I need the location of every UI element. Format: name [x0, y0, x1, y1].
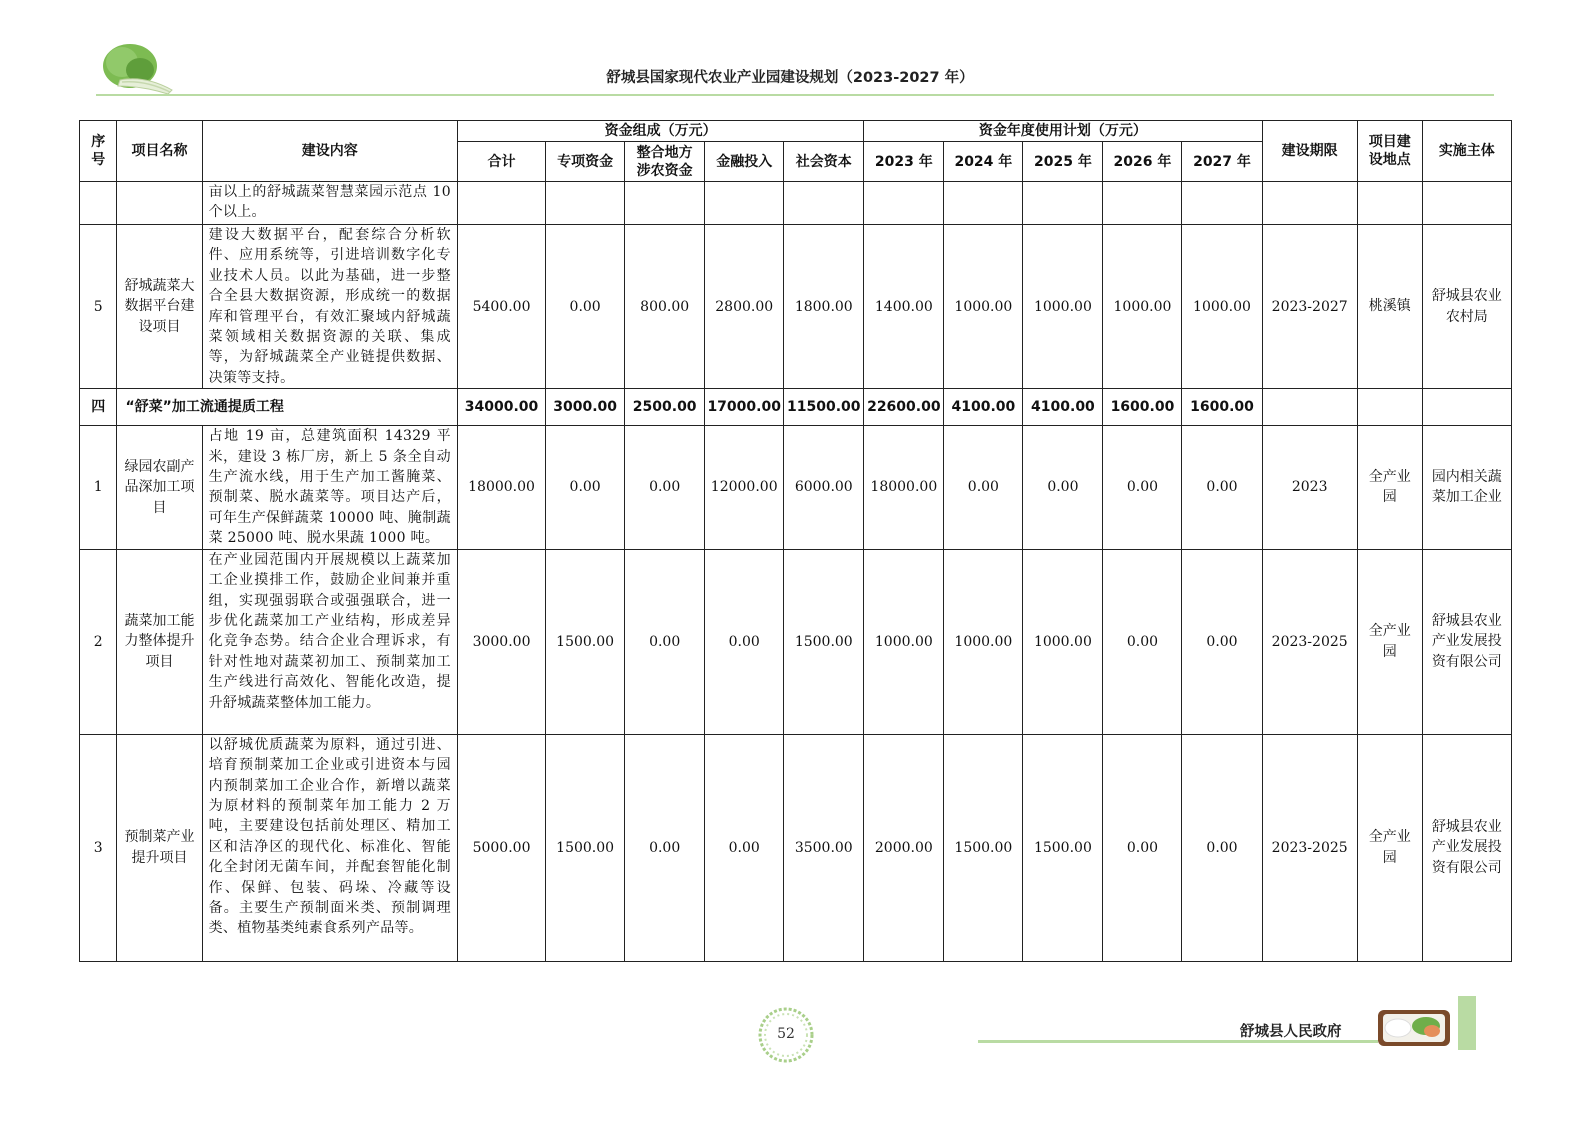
total-cell: 5000.00 — [457, 734, 545, 961]
section-y2023-cell: 22600.00 — [864, 389, 944, 426]
annual-group-header: 资金年度使用计划（万元） — [864, 121, 1262, 142]
special-cell: 1500.00 — [546, 549, 625, 734]
col-period-header: 建设期限 — [1262, 121, 1357, 182]
section-integrated-cell: 2500.00 — [625, 389, 705, 426]
header-divider — [96, 94, 1494, 96]
footer-accent-bar — [1458, 996, 1476, 1050]
section-total-cell: 34000.00 — [457, 389, 545, 426]
y2023-cell: 1000.00 — [864, 549, 944, 734]
y2024-cell: 1000.00 — [944, 225, 1023, 389]
content-cell: 以舒城优质蔬菜为原料，通过引进、培育预制菜加工企业或引进资本与园内预制菜加工企业合作，新增以蔬菜为原材料的预制菜年加工能力 2 万吨，主要建设包括前处理区、精加工区和洁净区的现代化、标准化、智能化全封闭无菌车间，并配套智能化制作、保鲜、包装、码垛、冷藏等设备。主要生产预制面米类、预制调理类、植物基类纯素食系列产品等。 — [202, 734, 457, 961]
content-cell: 建设大数据平台，配套综合分析软件、应用系统等，引进培训数字化专业技术人员。以此为基础，进一步整合全县大数据资源，形成统一的数据库和管理平台，有效汇聚域内舒城蔬菜领域相关数据资源的关联、集成等，为舒城蔬菜全产业链提供数据、决策等支持。 — [202, 225, 457, 389]
table-row — [80, 182, 1512, 225]
owner-cell: 舒城县农业产业发展投资有限公司 — [1422, 549, 1511, 734]
content-cell: 占地 19 亩，总建筑面积 14329 平米，建设 3 栋厂房，新上 5 条全自动生产流水线，用于生产加工酱腌菜、预制菜、脱水蔬菜等。项目达产后，可年生产保鲜蔬菜 10000 吨、腌制蔬菜 25000 吨、脱水果蔬 1000 吨。 — [202, 426, 457, 549]
footer-divider — [978, 1040, 1378, 1043]
section-y2026-cell: 1600.00 — [1103, 389, 1182, 426]
y2023-cell: 2000.00 — [864, 734, 944, 961]
location-cell: 全产业园 — [1357, 549, 1422, 734]
finance-cell: 0.00 — [705, 734, 784, 961]
col-2026-header: 2026 年 — [1103, 142, 1182, 182]
owner-cell: 舒城县农业农村局 — [1422, 225, 1511, 389]
col-integrated-header: 整合地方涉农资金 — [625, 142, 705, 182]
y2027-cell: 0.00 — [1182, 734, 1262, 961]
social-cell: 6000.00 — [784, 426, 864, 549]
social-cell: 1800.00 — [784, 225, 864, 389]
special-cell: 1500.00 — [546, 734, 625, 961]
col-name-header: 项目名称 — [117, 121, 202, 182]
y2023-cell: 1400.00 — [864, 225, 944, 389]
col-2025-header: 2025 年 — [1023, 142, 1103, 182]
social-cell: 1500.00 — [784, 549, 864, 734]
table-row — [80, 426, 1512, 549]
y2024-cell: 1500.00 — [944, 734, 1023, 961]
period-cell: 2023-2027 — [1262, 225, 1357, 389]
integrated-cell: 0.00 — [625, 426, 705, 549]
integrated-cell: 800.00 — [625, 225, 705, 389]
seq-cell: 3 — [80, 734, 117, 961]
location-cell: 全产业园 — [1357, 734, 1422, 961]
y2024-cell: 1000.00 — [944, 549, 1023, 734]
funding-table — [79, 120, 1512, 962]
special-cell: 0.00 — [546, 225, 625, 389]
integrated-cell: 0.00 — [625, 734, 705, 961]
period-cell: 2023-2025 — [1262, 734, 1357, 961]
section-social-cell: 11500.00 — [784, 389, 864, 426]
section-y2027-cell: 1600.00 — [1182, 389, 1262, 426]
seq-cell: 5 — [80, 225, 117, 389]
col-finance-header: 金融投入 — [705, 142, 784, 182]
project-name-cell: 舒城蔬菜大数据平台建设项目 — [117, 225, 202, 389]
project-name-cell: 蔬菜加工能力整体提升项目 — [117, 549, 202, 734]
integrated-cell: 0.00 — [625, 549, 705, 734]
y2026-cell: 0.00 — [1103, 549, 1182, 734]
col-special-header: 专项资金 — [546, 142, 625, 182]
funding-group-header: 资金组成（万元） — [457, 121, 863, 142]
table-row — [80, 225, 1512, 389]
col-social-header: 社会资本 — [784, 142, 864, 182]
finance-cell: 2800.00 — [705, 225, 784, 389]
col-content-header: 建设内容 — [202, 121, 457, 182]
section-finance-cell: 17000.00 — [705, 389, 784, 426]
col-owner-header: 实施主体 — [1422, 121, 1511, 182]
content-cell: 在产业园范围内开展规模以上蔬菜加工企业摸排工作，鼓励企业间兼并重组，实现强弱联合或强强联合，进一步优化蔬菜加工产业结构，形成差异化竞争态势。结合企业合理诉求，有针对性地对蔬菜初加工、预制菜加工生产线进行高效化、智能化改造，提升舒城蔬菜整体加工能力。 — [202, 549, 457, 734]
section-name-cell: “舒菜”加工流通提质工程 — [117, 389, 457, 426]
project-name-cell: 预制菜产业提升项目 — [117, 734, 202, 961]
y2027-cell: 0.00 — [1182, 426, 1262, 549]
section-special-cell: 3000.00 — [546, 389, 625, 426]
bok-choy-icon — [100, 40, 175, 95]
y2025-cell: 1000.00 — [1023, 549, 1103, 734]
y2026-cell: 1000.00 — [1103, 225, 1182, 389]
total-cell: 18000.00 — [457, 426, 545, 549]
section-y2024-cell: 4100.00 — [944, 389, 1023, 426]
y2026-cell: 0.00 — [1103, 426, 1182, 549]
seq-cell: 2 — [80, 549, 117, 734]
table-row — [80, 549, 1512, 734]
vegetable-dish-icon — [1376, 1004, 1452, 1050]
col-total-header: 合计 — [457, 142, 545, 182]
owner-cell: 园内相关蔬菜加工企业 — [1422, 426, 1511, 549]
col-2024-header: 2024 年 — [944, 142, 1023, 182]
y2024-cell: 0.00 — [944, 426, 1023, 549]
page-number: 52 — [777, 1026, 795, 1042]
y2023-cell: 18000.00 — [864, 426, 944, 549]
y2025-cell: 0.00 — [1023, 426, 1103, 549]
section-y2025-cell: 4100.00 — [1023, 389, 1103, 426]
y2025-cell: 1000.00 — [1023, 225, 1103, 389]
col-seq-header: 序号 — [80, 121, 117, 182]
y2025-cell: 1500.00 — [1023, 734, 1103, 961]
header-row-1 — [80, 121, 1512, 142]
section-row — [80, 389, 1512, 426]
total-cell: 5400.00 — [457, 225, 545, 389]
project-name-cell: 绿园农副产品深加工项目 — [117, 426, 202, 549]
section-seq-cell: 四 — [80, 389, 117, 426]
y2027-cell: 1000.00 — [1182, 225, 1262, 389]
col-location-header: 项目建设地点 — [1357, 121, 1422, 182]
y2027-cell: 0.00 — [1182, 549, 1262, 734]
col-2023-header: 2023 年 — [864, 142, 944, 182]
period-cell: 2023-2025 — [1262, 549, 1357, 734]
period-cell: 2023 — [1262, 426, 1357, 549]
owner-cell: 舒城县农业产业发展投资有限公司 — [1422, 734, 1511, 961]
y2026-cell: 0.00 — [1103, 734, 1182, 961]
finance-cell: 0.00 — [705, 549, 784, 734]
seq-cell: 1 — [80, 426, 117, 549]
special-cell: 0.00 — [546, 426, 625, 549]
social-cell: 3500.00 — [784, 734, 864, 961]
location-cell: 全产业园 — [1357, 426, 1422, 549]
finance-cell: 12000.00 — [705, 426, 784, 549]
content-cell: 亩以上的舒城蔬菜智慧菜园示范点 10 个以上。 — [202, 182, 457, 225]
col-2027-header: 2027 年 — [1182, 142, 1262, 182]
table-row — [80, 734, 1512, 961]
document-title: 舒城县国家现代农业产业园建设规划（2023-2027 年） — [606, 70, 974, 86]
location-cell: 桃溪镇 — [1357, 225, 1422, 389]
total-cell: 3000.00 — [457, 549, 545, 734]
footer-organization: 舒城县人民政府 — [1240, 1024, 1342, 1040]
